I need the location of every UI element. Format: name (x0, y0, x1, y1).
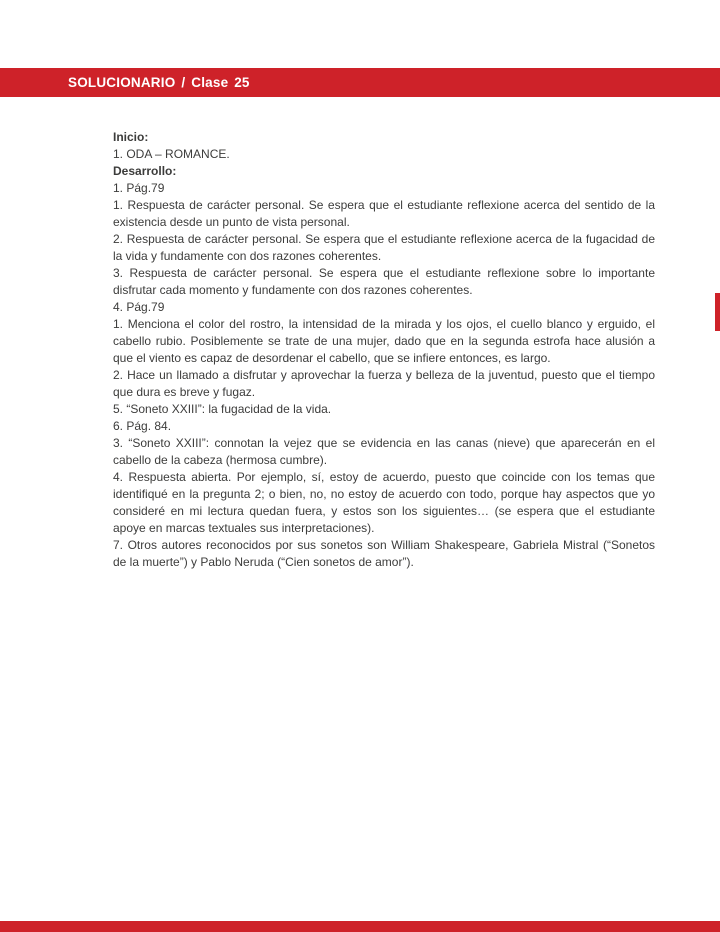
paragraph: 1. Menciona el color del rostro, la intensidad de la mirada y los ojos, el cuello blanco y erguido, el cabello rubio. Posiblemente se trate de una mujer, dado que en la segunda estrofa hace alusión a que el viento es capaz de desordenar el cabello, que se infiere entonces, es largo. (113, 317, 655, 365)
header-title: SOLUCIONARIO / Clase 25 (68, 75, 250, 90)
paragraph: 3. Respuesta de carácter personal. Se espera que el estudiante reflexione sobre lo importante disfrutar cada momento y fundamente con dos razones coherentes. (113, 266, 655, 297)
paragraph: 1. Respuesta de carácter personal. Se espera que el estudiante reflexione acerca del sentido de la existencia desde un punto de vista personal. (113, 198, 655, 229)
section-heading-inicio: Inicio: (113, 130, 149, 144)
list-item: 6. Pág. 84. (113, 419, 172, 433)
paragraph: 4. Respuesta abierta. Por ejemplo, sí, estoy de acuerdo, puesto que coincide con los temas que identifiqué en la pregunta 2; o bien, no, no estoy de acuerdo con todo, porque hay aspectos que yo consideré en mi lectura quedan fuera, y estos son los siguientes… (se espera que el estudiante apoye en marcas textuales sus interpretaciones). (113, 470, 655, 535)
list-item: 5. “Soneto XXIII”: la fugacidad de la vida. (113, 402, 332, 416)
list-item: 1. Pág.79 (113, 181, 165, 195)
list-item-oda-romance: 1. ODA – ROMANCE. (113, 147, 230, 161)
header-bar (0, 68, 720, 97)
page-edge-tab (715, 293, 720, 331)
paragraph: 7. Otros autores reconocidos por sus sonetos son William Shakespeare, Gabriela Mistral (“Sonetos de la muerte”) y Pablo Neruda (“Cien sonetos de amor”). (113, 538, 655, 569)
paragraph: 2. Hace un llamado a disfrutar y aprovechar la fuerza y belleza de la juventud, puesto que el tiempo que dura es breve y fugaz. (113, 368, 655, 399)
paragraph: 3. “Soneto XXIII”: connotan la vejez que se evidencia en las canas (nieve) que aparecerán en el cabello de la cabeza (hermosa cumbre). (113, 436, 655, 467)
paragraph: 2. Respuesta de carácter personal. Se espera que el estudiante reflexione acerca de la fugacidad de la vida y fundamente con dos razones coherentes. (113, 232, 655, 263)
footer-bar (0, 921, 720, 932)
document-body (113, 129, 655, 571)
list-item: 4. Pág.79 (113, 300, 165, 314)
section-heading-desarrollo: Desarrollo: (113, 164, 177, 178)
